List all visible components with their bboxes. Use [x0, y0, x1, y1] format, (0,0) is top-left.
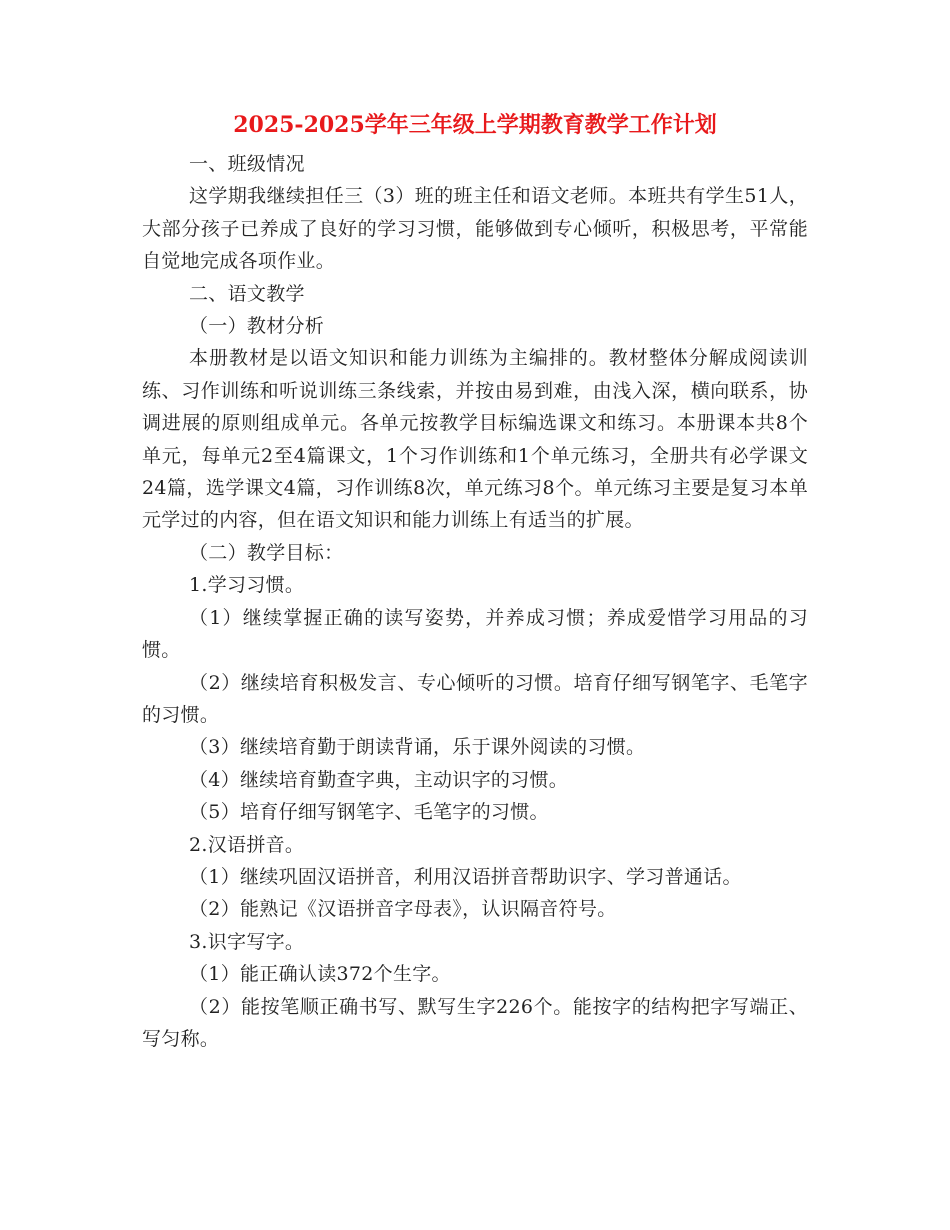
list-item: （1）能正确认读372个生字。 [189, 963, 451, 986]
list-item: （4）继续培育勤查字典，主动识字的习惯。 [189, 768, 569, 791]
subsection-heading-textbook-analysis: （一）教材分析 [189, 315, 325, 338]
section-heading-chinese-teaching: 二、语文教学 [189, 282, 305, 305]
list-item: （2）继续培育积极发言、专心倾听的习惯。培育仔细写钢笔字、毛笔字的习惯。 [142, 671, 808, 726]
list-item: （5）培育仔细写钢笔字、毛笔字的习惯。 [189, 801, 549, 824]
list-item: （2）能按笔顺正确书写、默写生字226个。能按字的结构把字写端正、写匀称。 [142, 995, 808, 1050]
document-body [142, 148, 808, 1055]
paragraph-class-situation: 这学期我继续担任三（3）班的班主任和语文老师。本班共有学生51人，大部分孩子已养成了良好的学习习惯，能够做到专心倾听，积极思考，平常能自觉地完成各项作业。 [142, 185, 808, 273]
paragraph-textbook-analysis: 本册教材是以语文知识和能力训练为主编排的。教材整体分解成阅读训练、习作训练和听说训练三条线索，并按由易到难，由浅入深，横向联系，协调进展的原则组成单元。各单元按教学目标编选课文和练习。本册课本共8个单元，每单元2至4篇课文，1个习作训练和1个单元练习，全册共有必学课文24篇，选学课文4篇，习作训练8次，单元练习8个。单元练习主要是复习本单元学过的内容，但在语文知识和能力训练上有适当的扩展。 [142, 347, 808, 532]
document-title: 2025-2025学年三年级上学期教育教学工作计划 [233, 112, 717, 138]
item-heading-study-habits: 1.学习习惯。 [189, 574, 305, 597]
list-item: （1）继续掌握正确的读写姿势，并养成习惯；养成爱惜学习用品的习惯。 [142, 606, 808, 662]
list-item: （1）继续巩固汉语拼音，利用汉语拼音帮助识字、学习普通话。 [189, 865, 742, 888]
item-heading-literacy-writing: 3.识字写字。 [189, 930, 305, 953]
list-item: （3）继续培育勤于朗读背诵，乐于课外阅读的习惯。 [189, 736, 646, 759]
subsection-heading-teaching-goals: （二）教学目标： [189, 541, 344, 564]
section-heading-class-situation: 一、班级情况 [189, 153, 305, 175]
list-item: （2）能熟记《汉语拼音字母表》，认识隔音符号。 [189, 898, 617, 921]
item-heading-pinyin: 2.汉语拼音。 [189, 833, 305, 856]
